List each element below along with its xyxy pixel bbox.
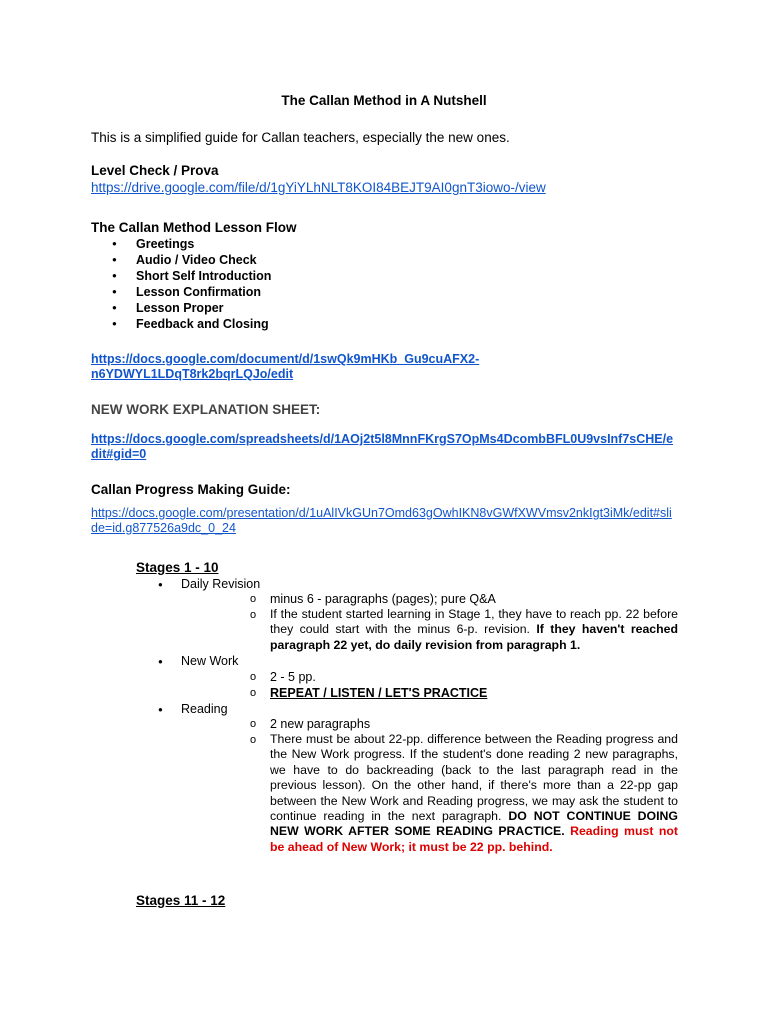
list-item: ● Lesson Confirmation — [112, 284, 271, 300]
sub-bullet-icon: o — [250, 593, 257, 605]
list-item: ● Lesson Proper — [112, 300, 271, 316]
bullet-icon: ● — [158, 657, 163, 666]
sub-bullet-icon: o — [250, 718, 257, 730]
reading-sub1: 2 new paragraphs — [270, 717, 371, 731]
daily-revision-sub1: minus 6 - paragraphs (pages); pure Q&A — [270, 592, 496, 606]
stages-11-12-heading: Stages 11 - 12 — [136, 893, 226, 908]
stages-1-10-heading: Stages 1 - 10 — [136, 560, 219, 575]
intro-text: This is a simplified guide for Callan teachers, especially the new ones. — [91, 130, 510, 145]
lesson-flow-link-line2[interactable]: n6YDWYL1LDqT8rk2bqrLQJo/edit — [91, 367, 294, 381]
daily-revision-sub2-bold: If they haven't reached paragraph 22 yet, do daily revision from paragraph 1. — [270, 622, 678, 652]
sub-bullet-icon: o — [250, 671, 257, 683]
reading-label: Reading — [181, 702, 228, 716]
bullet-icon: ● — [158, 580, 163, 589]
list-item: ● Short Self Introduction — [112, 268, 271, 284]
reading-sub2-text: There must be about 22-pp. difference between the Reading progress and the New Work progress. If the student's done reading 2 new paragraphs, we have to do backreading (back to the last paragraph read in the previous lesson). On the other hand, if there's more than a 22-pp gap between the New Work and Reading progress, we may ask the student to continue reading in the next paragraph. — [270, 732, 678, 824]
level-check-heading: Level Check / Prova — [91, 163, 219, 178]
new-work-sub2: REPEAT / LISTEN / LET'S PRACTICE — [270, 686, 488, 700]
new-work-sheet-link-line1[interactable]: https://docs.google.com/spreadsheets/d/1AOj2t5l8MnnFKrgS7OpMs4DcombBFL0U9vsInf7sCHE/e — [91, 432, 674, 446]
level-check-link[interactable]: https://drive.google.com/file/d/1gYiYLhNLT8KOI84BEJT9AI0gnT3iowo-/view — [91, 180, 546, 195]
daily-revision-label: Daily Revision — [181, 577, 261, 591]
sub-bullet-icon: o — [250, 734, 257, 746]
bullet-icon: ● — [158, 705, 163, 714]
daily-revision-sub2-text: If the student started learning in Stage 1, they have to reach pp. 22 before they could start with the minus 6-p. revision. — [270, 607, 678, 637]
new-work-label: New Work — [181, 654, 239, 668]
reading-sub2 — [270, 732, 678, 855]
reading-sub2-warning: Reading must not be ahead of New Work; it must be 22 pp. behind. — [270, 824, 678, 854]
new-work-sheet-link-line2[interactable]: dit#gid=0 — [91, 447, 147, 461]
lesson-flow-link-line1[interactable]: https://docs.google.com/document/d/1swQk9mHKb_Gu9cuAFX2- — [91, 352, 480, 366]
lesson-flow-heading: The Callan Method Lesson Flow — [91, 220, 297, 235]
new-work-sub1: 2 - 5 pp. — [270, 670, 316, 684]
progress-guide-heading: Callan Progress Making Guide: — [91, 482, 291, 497]
lesson-flow-list — [112, 236, 271, 332]
list-item: ● Audio / Video Check — [112, 252, 271, 268]
progress-guide-link-line2[interactable]: de=id.g877526a9dc_0_24 — [91, 521, 236, 535]
new-work-sheet-heading: NEW WORK EXPLANATION SHEET: — [91, 402, 321, 417]
list-item: ● Feedback and Closing — [112, 316, 271, 332]
sub-bullet-icon: o — [250, 609, 257, 621]
sub-bullet-icon: o — [250, 687, 257, 699]
daily-revision-sub2 — [270, 607, 678, 653]
list-item: ● Greetings — [112, 236, 271, 252]
progress-guide-link-line1[interactable]: https://docs.google.com/presentation/d/1uAlIVkGUn7Omd63gOwhIKN8vGWfXWVmsv2nkIgt3iMk/edit#sli — [91, 506, 672, 520]
document-title: The Callan Method in A Nutshell — [281, 93, 487, 108]
reading-sub2-bold: DO NOT CONTINUE DOING NEW WORK AFTER SOME READING PRACTICE. — [270, 809, 678, 839]
